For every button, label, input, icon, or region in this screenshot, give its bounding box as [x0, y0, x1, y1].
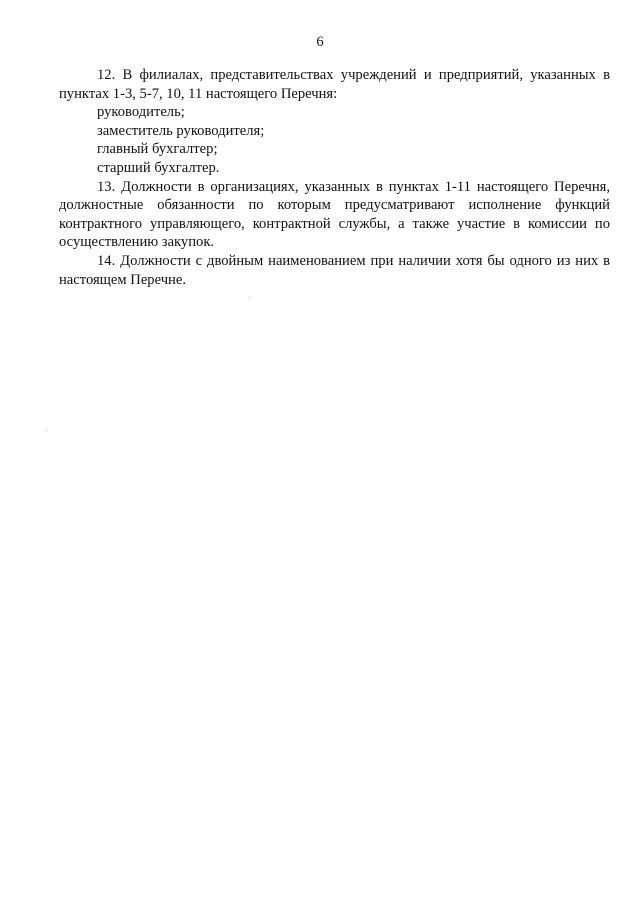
list-item: главный бухгалтер; [97, 141, 218, 158]
page-number: 6 [316, 34, 324, 50]
paragraph-12: 12. В филиалах, представительствах учреждений и предприятий, указанных в пунктах 1-3, 5-7, 10, 11 настоящего Перечня: [59, 67, 610, 102]
list-item: заместитель руководителя; [97, 122, 265, 139]
paragraph-14: 14. Должности с двойным наименованием при наличии хотя бы одного из них в настоящем Перечне. [59, 252, 610, 288]
paragraph-13: 13. Должности в организациях, указанных в пунктах 1-11 настоящего Перечня, должностные обязанности по которым предусматривают исполнение функций контрактного управляющего, контрактной службы, а также участие в комиссии по осуществлению закупок. [59, 178, 610, 251]
scan-speck [249, 297, 250, 298]
list-item: руководитель; [97, 104, 185, 121]
list-item: старший бухгалтер. [97, 159, 220, 176]
document-body [59, 66, 610, 289]
scan-speck [46, 430, 47, 431]
